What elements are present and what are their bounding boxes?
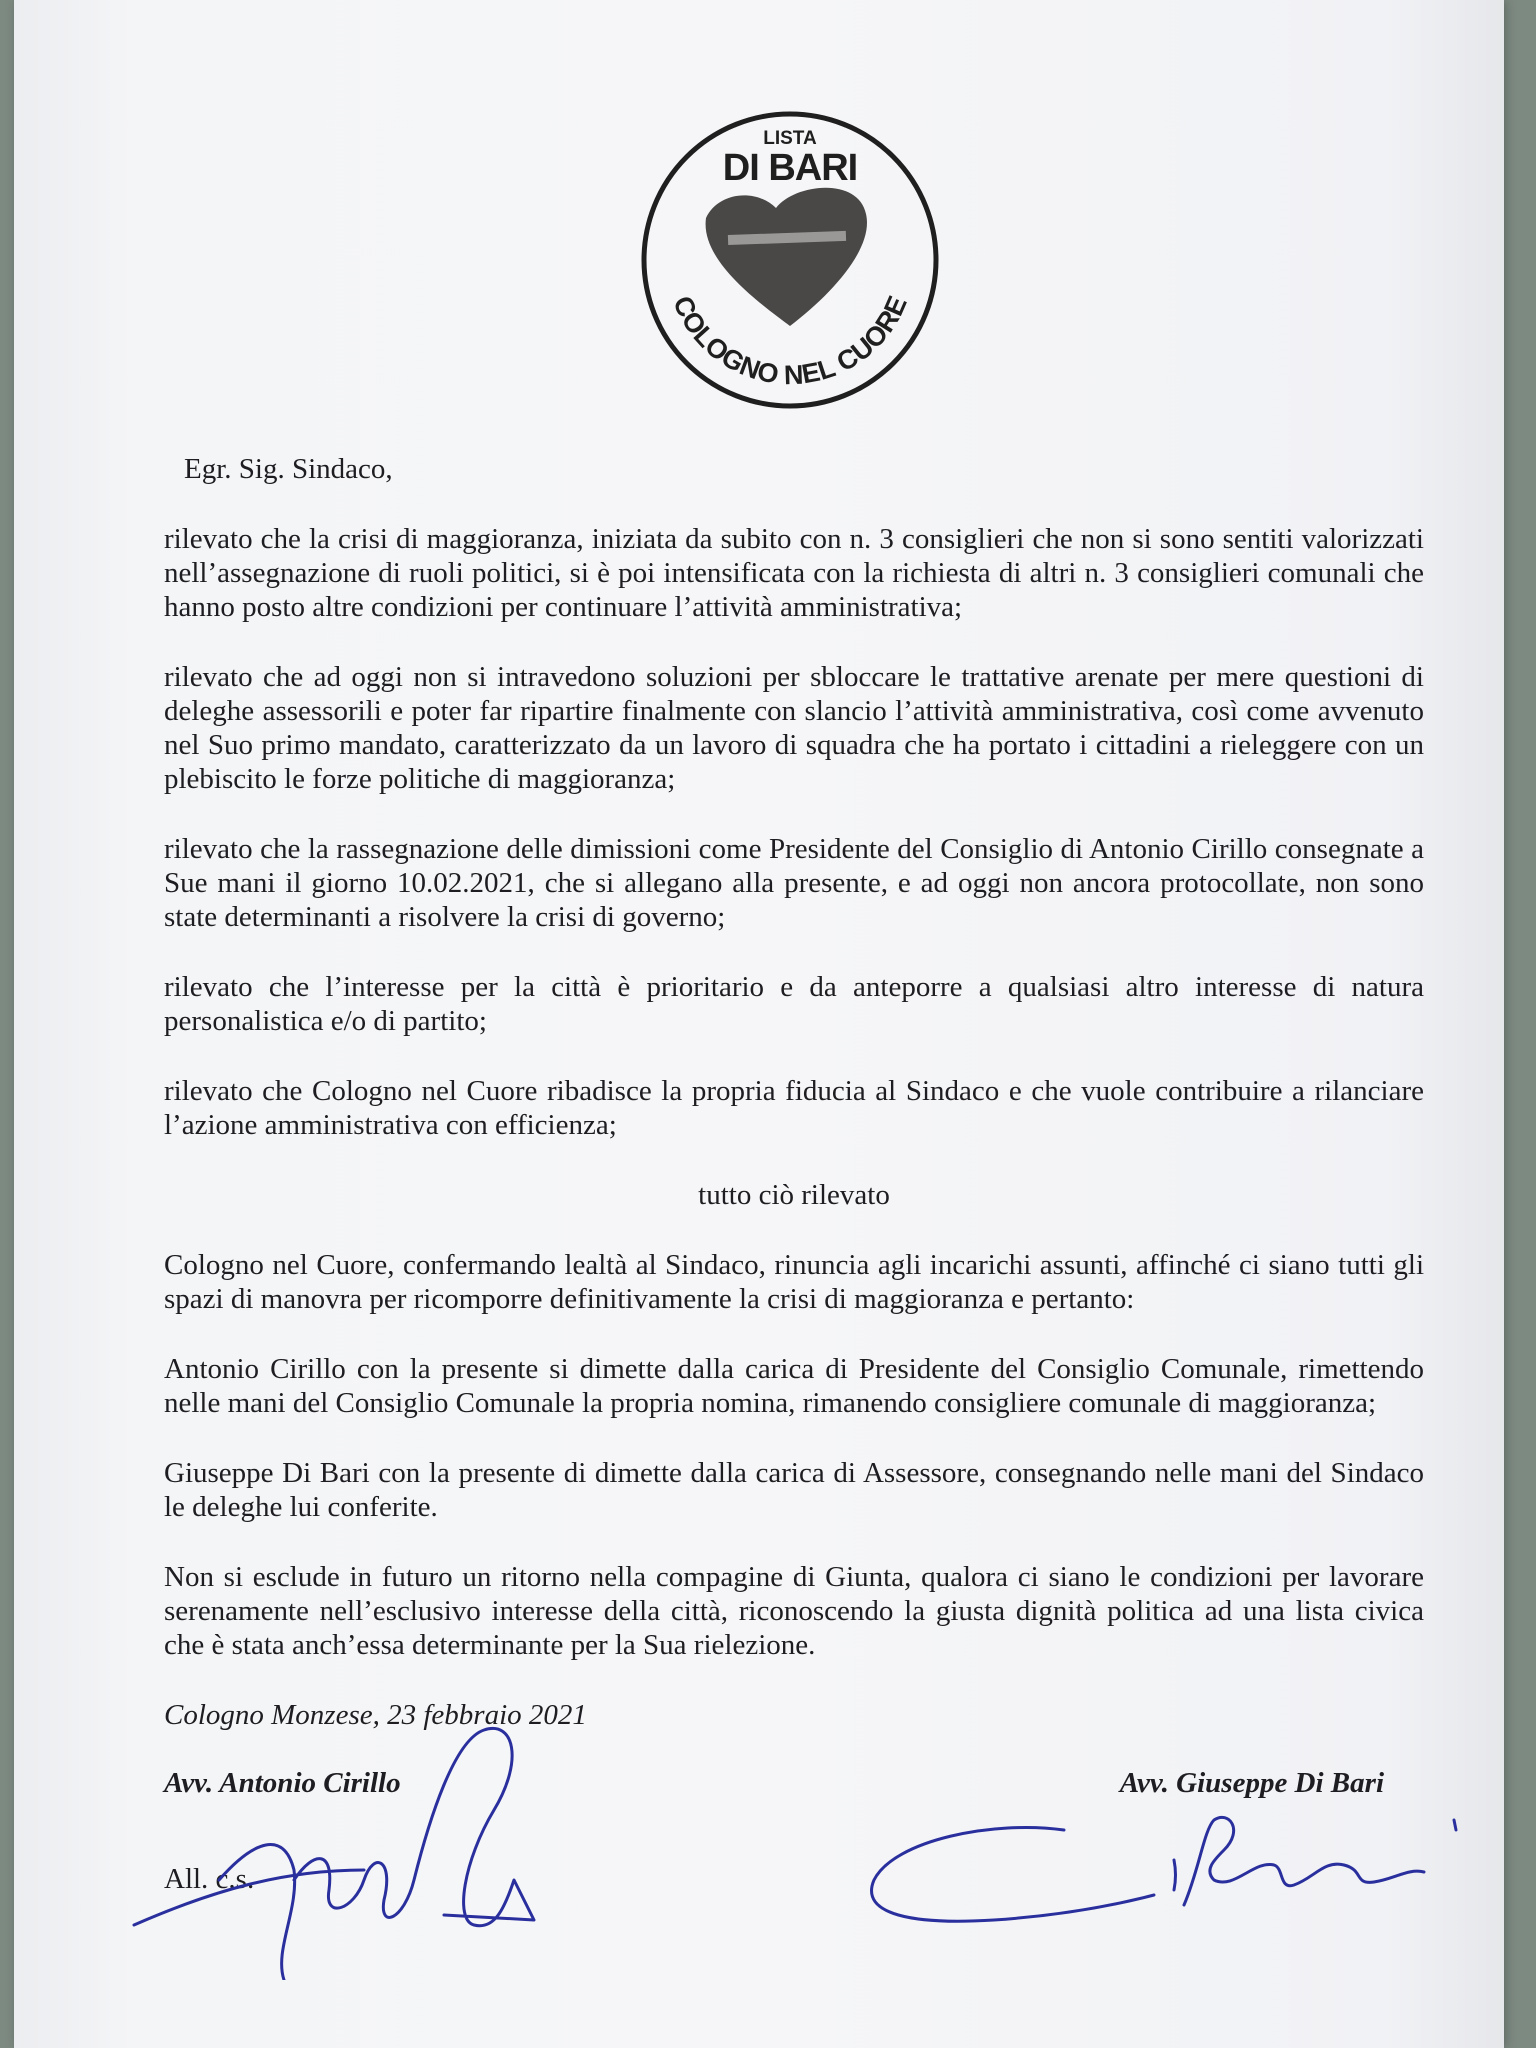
salutation: Egr. Sig. Sindaco, [184, 453, 393, 485]
paragraph-3: rilevato che la rassegnazione delle dimissioni come Presidente del Consiglio di Antonio Cirillo consegnate a Sue mani il giorno 10.02.2021, che si allegano alla presente, e ad oggi non ancora protocollate, non sono state determinanti a risolvere la crisi di governo; [164, 833, 1424, 933]
paragraph-4: rilevato che l’interesse per la città è prioritario e da anteporre a qualsiasi altro interesse di natura personalistica e/o di partito; [164, 971, 1424, 1037]
closing-paragraph-3: Giuseppe Di Bari con la presente di dimette dalla carica di Assessore, consegnando nelle mani del Sindaco le deleghe lui conferite. [164, 1457, 1424, 1523]
signatories [164, 1766, 1384, 1800]
letter-page [14, 0, 1504, 2048]
paragraph-2: rilevato che ad oggi non si intravedono soluzioni per sbloccare le trattative arenate per mere questioni di deleghe assessorili e poter far ripartire finalmente con slancio l’attività amministrativa, così come avvenuto nel Suo primo mandato, caratterizzato da un lavoro di squadra che ha portato i cittadini a rieleggere con un plebiscito le forze politiche di maggioranza; [164, 661, 1424, 795]
signatory-right: Avv. Giuseppe Di Bari [1119, 1767, 1384, 1799]
closing-paragraph-4: Non si esclude in futuro un ritorno nella compagine di Giunta, qualora ci siano le condizioni per lavorare serenamente nell’esclusivo interesse della città, riconoscendo la giusta dignità politica ad una lista civica che è stata anch’essa determinante per la Sua rielezione. [164, 1561, 1424, 1661]
paragraph-5: rilevato che Cologno nel Cuore ribadisce la propria fiducia al Sindaco e che vuole contribuire a rilanciare l’azione amministrativa con efficienza; [164, 1075, 1424, 1141]
closing-paragraph-2: Antonio Cirillo con la presente si dimette dalla carica di Presidente del Consiglio Comunale, rimettendo nelle mani del Consiglio Comunale la propria nomina, rimanendo consigliere comunale di maggioranza; [164, 1353, 1424, 1419]
dateline: Cologno Monzese, 23 febbraio 2021 [164, 1699, 587, 1731]
closing-paragraph-1: Cologno nel Cuore, confermando lealtà al Sindaco, rinuncia agli incarichi assunti, affinché ci siano tutti gli spazi di manovra per ricomporre definitivamente la crisi di maggioranza e pertanto: [164, 1249, 1424, 1315]
paragraph-1: rilevato che la crisi di maggioranza, iniziata da subito con n. 3 consiglieri che non si sono sentiti valorizzati nell’assegnazione di ruoli politici, si è poi intensificata con la richiesta di altri n. 3 consiglieri comunali che hanno posto altre condizioni per continuare l’attività amministrativa; [164, 523, 1424, 623]
logo-top-large-text: DI BARI [722, 147, 858, 189]
logo-ring-text: COLOGNO NEL CUORE [667, 291, 913, 391]
letter-body [164, 452, 1424, 1896]
signatory-left: Avv. Antonio Cirillo [164, 1767, 401, 1799]
logo-top-small-text: LISTA [763, 128, 817, 149]
center-line: tutto ciò rilevato [698, 1179, 890, 1211]
enclosure-note: All. c.s. [164, 1863, 255, 1895]
heart-icon [706, 188, 867, 326]
logo-lista-di-bari [636, 110, 944, 410]
logo-emblem [636, 110, 944, 410]
